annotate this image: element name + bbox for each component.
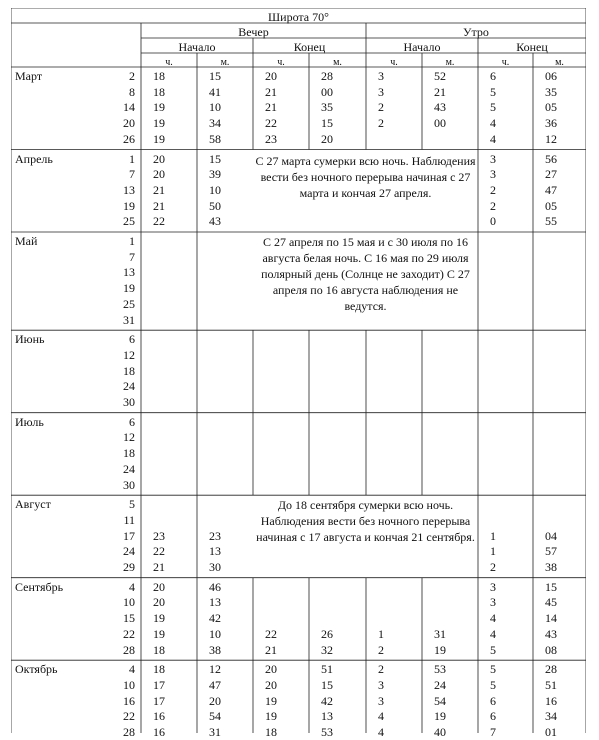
morning-start-hours: ч.: [390, 57, 398, 68]
evening-start-hours: ч.: [165, 57, 173, 68]
table-row-day: 11: [123, 512, 135, 527]
table-cell: 22: [153, 214, 165, 229]
month-name: Март: [15, 69, 43, 83]
table-cell: 1: [378, 626, 384, 641]
table-cell: 3: [490, 595, 496, 610]
month-name: Апрель: [15, 151, 53, 166]
table-cell: 3: [490, 151, 496, 166]
table-cell: 20: [265, 677, 277, 692]
table-cell: 12: [209, 662, 221, 677]
table-cell: 4: [378, 709, 384, 724]
table-row-day: 28: [123, 642, 135, 657]
table-row-day: 25: [123, 296, 135, 311]
table-row-day: 17: [123, 528, 135, 543]
table-cell: 34: [209, 116, 221, 131]
table-cell: 15: [321, 116, 333, 131]
table-cell: 18: [153, 662, 165, 677]
table-cell: 4: [490, 116, 496, 131]
table-row-day: 12: [123, 430, 135, 445]
table-cell: 20: [265, 69, 277, 83]
table-cell: 20: [321, 131, 333, 146]
twilight-table: [11, 8, 586, 739]
table-title: Широта 70°: [268, 10, 329, 24]
month-name: Сентябрь: [15, 579, 64, 594]
table-cell: 17: [153, 693, 165, 708]
table-cell: 20: [209, 693, 221, 708]
table-cell: 40: [434, 725, 446, 739]
table-row-day: 26: [123, 131, 135, 146]
table-cell: 23: [153, 528, 165, 543]
morning-header: Утро: [463, 25, 489, 39]
table-cell: 20: [153, 151, 165, 166]
table-cell: 23: [209, 528, 221, 543]
table-cell: 19: [153, 131, 165, 146]
table-cell: 35: [321, 100, 333, 115]
evening-start-minutes: м.: [220, 57, 230, 68]
table-cell: 01: [545, 725, 557, 739]
table-row-day: 28: [123, 725, 135, 739]
table-row-day: 30: [123, 477, 135, 492]
table-cell: 22: [265, 626, 277, 641]
table-cell: 19: [434, 709, 446, 724]
month-name: Август: [15, 497, 51, 512]
table-cell: 38: [209, 642, 221, 657]
evening-end-minutes: м.: [333, 57, 342, 68]
table-cell: 2: [378, 642, 384, 657]
table-cell: 5: [490, 642, 496, 657]
table-cell: 19: [153, 100, 165, 115]
table-cell: 55: [545, 214, 557, 229]
table-cell: 04: [545, 528, 557, 543]
table-cell: 20: [153, 579, 165, 594]
table-cell: 20: [265, 662, 277, 677]
table-row-day: 6: [129, 414, 135, 429]
table-cell: 45: [545, 595, 557, 610]
table-cell: 16: [545, 693, 557, 708]
table-row-day: 5: [129, 497, 135, 512]
table-cell: 05: [545, 100, 557, 115]
table-row-day: 15: [123, 611, 135, 626]
table-row-day: 4: [129, 579, 135, 594]
table-cell: 18: [153, 69, 165, 83]
table-cell: 28: [545, 662, 557, 677]
table-cell: 10: [209, 100, 221, 115]
table-cell: 42: [321, 693, 333, 708]
month-name: Май: [15, 234, 38, 248]
group-note: С 27 апреля по 15 мая и с 30 июля по 16 августа белая ночь. С 16 мая по 29 июля полярный день (Солнце не заходит) С 27 апреля по 16 августа наблюдения не ведутся.: [261, 235, 470, 313]
table-cell: 2: [378, 100, 384, 115]
table-cell: 5: [490, 662, 496, 677]
table-cell: 5: [490, 84, 496, 99]
table-cell: 58: [209, 131, 221, 146]
table-row-day: 24: [123, 461, 135, 476]
evening-end-header: Конец: [293, 40, 326, 54]
table-cell: 21: [265, 100, 277, 115]
table-cell: 6: [490, 69, 496, 83]
table-row-day: 18: [123, 363, 135, 378]
table-cell: 39: [209, 167, 221, 182]
table-cell: 53: [434, 662, 446, 677]
table-cell: 19: [153, 116, 165, 131]
table-cell: 21: [153, 182, 165, 197]
table-cell: 43: [434, 100, 446, 115]
table-row-day: 25: [123, 214, 135, 229]
table-cell: 47: [545, 182, 557, 197]
table-cell: 06: [545, 69, 557, 83]
table-cell: 28: [321, 69, 333, 83]
table-cell: 20: [153, 595, 165, 610]
table-cell: 53: [321, 725, 333, 739]
morning-end-minutes: м.: [555, 57, 564, 68]
table-cell: 57: [545, 544, 557, 559]
table-row-day: 29: [123, 560, 135, 574]
table-cell: 1: [490, 544, 496, 559]
table-row-day: 30: [123, 395, 135, 409]
table-cell: 4: [490, 611, 496, 626]
table-cell: 56: [545, 151, 557, 166]
table-cell: 54: [209, 709, 221, 724]
table-row-day: 19: [123, 281, 135, 296]
group-note: С 27 марта сумерки всю ночь. Наблюдения вести без ночного перерыва начиная с 27 марта и кончая 27 апреля.: [255, 153, 476, 200]
table-cell: 18: [153, 84, 165, 99]
table-row-day: 14: [123, 100, 135, 115]
table-cell: 21: [265, 84, 277, 99]
table-cell: 2: [378, 116, 384, 131]
table-cell: 24: [434, 677, 446, 692]
table-cell: 43: [545, 626, 557, 641]
table-cell: 5: [490, 100, 496, 115]
table-row-day: 22: [123, 626, 135, 641]
table-row-day: 24: [123, 379, 135, 394]
table-row-day: 12: [123, 347, 135, 362]
table-cell: 23: [265, 131, 277, 146]
table-cell: 27: [545, 167, 557, 182]
table-row-day: 13: [123, 182, 135, 197]
table-cell: 26: [321, 626, 333, 641]
table-cell: 21: [153, 198, 165, 213]
table-cell: 43: [209, 214, 221, 229]
table-cell: 7: [490, 725, 496, 739]
table-row-day: 2: [129, 69, 135, 83]
table-cell: 15: [545, 579, 557, 594]
table-cell: 54: [434, 693, 446, 708]
table-cell: 05: [545, 198, 557, 213]
table-cell: 3: [378, 677, 384, 692]
table-cell: 3: [490, 167, 496, 182]
table-cell: 5: [490, 677, 496, 692]
table-cell: 19: [265, 693, 277, 708]
table-row-day: 8: [129, 84, 135, 99]
evening-start-header: Начало: [178, 40, 216, 54]
table-cell: 15: [209, 69, 221, 83]
table-cell: 3: [490, 579, 496, 594]
table-cell: 3: [378, 84, 384, 99]
table-cell: 3: [378, 69, 384, 83]
table-cell: 22: [265, 116, 277, 131]
table-cell: 46: [209, 579, 221, 594]
month-name: Октябрь: [15, 662, 58, 677]
table-cell: 2: [490, 182, 496, 197]
table-cell: 6: [490, 693, 496, 708]
table-row-day: 7: [129, 167, 135, 182]
table-cell: 35: [545, 84, 557, 99]
table-cell: 21: [265, 642, 277, 657]
table-cell: 31: [209, 725, 221, 739]
month-name: Июль: [15, 414, 44, 429]
table-row-day: 20: [123, 116, 135, 131]
table-row-day: 10: [123, 595, 135, 610]
table-row-day: 13: [123, 265, 135, 280]
table-cell: 15: [209, 151, 221, 166]
table-cell: 22: [153, 544, 165, 559]
table-row-day: 4: [129, 662, 135, 677]
table-cell: 38: [545, 560, 557, 574]
table-cell: 32: [321, 642, 333, 657]
table-cell: 18: [265, 725, 277, 739]
table-cell: 4: [490, 626, 496, 641]
table-cell: 13: [209, 595, 221, 610]
morning-end-hours: ч.: [501, 57, 510, 68]
table-row-day: 1: [129, 234, 135, 248]
month-name: Июнь: [15, 332, 45, 347]
table-cell: 12: [545, 131, 557, 146]
table-cell: 0: [490, 214, 496, 229]
table-cell: 14: [545, 611, 557, 626]
group-note: До 18 сентября сумерки всю ночь. Наблюдения вести без ночного перерыва начиная с 17 августа и кончая 21 сентября.: [256, 498, 475, 545]
table-cell: 2: [490, 560, 496, 574]
table-cell: 08: [545, 642, 557, 657]
table-cell: 19: [434, 642, 446, 657]
table-cell: 52: [434, 69, 446, 83]
morning-start-minutes: м.: [445, 57, 455, 68]
evening-end-hours: ч.: [277, 57, 285, 68]
table-row-day: 10: [123, 677, 135, 692]
table-cell: 51: [545, 677, 557, 692]
table-cell: 13: [321, 709, 333, 724]
table-row-day: 16: [123, 693, 135, 708]
table-cell: 16: [153, 725, 165, 739]
table-cell: 1: [490, 528, 496, 543]
table-cell: 20: [153, 167, 165, 182]
evening-header: Вечер: [238, 25, 269, 39]
table-cell: 2: [378, 662, 384, 677]
table-row-day: 24: [123, 544, 135, 559]
table-cell: 30: [209, 560, 221, 574]
table-cell: 19: [153, 626, 165, 641]
table-cell: 51: [321, 662, 333, 677]
table-cell: 00: [321, 84, 333, 99]
table-cell: 34: [545, 709, 557, 724]
table-row-day: 22: [123, 709, 135, 724]
table-cell: 19: [265, 709, 277, 724]
table-cell: 00: [434, 116, 446, 131]
table-cell: 36: [545, 116, 557, 131]
table-cell: 4: [490, 131, 496, 146]
table-row-day: 18: [123, 446, 135, 461]
table-cell: 42: [209, 611, 221, 626]
table-cell: 3: [378, 693, 384, 708]
table-row-day: 1: [129, 151, 135, 166]
table-cell: 13: [209, 544, 221, 559]
table-cell: 47: [209, 677, 221, 692]
morning-start-header: Начало: [403, 40, 441, 54]
morning-end-header: Конец: [516, 40, 548, 54]
table-cell: 21: [434, 84, 446, 99]
table-cell: 10: [209, 182, 221, 197]
table-row-day: 31: [123, 312, 135, 327]
table-cell: 10: [209, 626, 221, 641]
table-cell: 16: [153, 709, 165, 724]
table-cell: 18: [153, 642, 165, 657]
table-cell: 21: [153, 560, 165, 574]
table-cell: 15: [321, 677, 333, 692]
table-row-day: 7: [129, 249, 135, 264]
table-row-day: 19: [123, 198, 135, 213]
table-cell: 6: [490, 709, 496, 724]
table-cell: 4: [378, 725, 384, 739]
table-cell: 41: [209, 84, 221, 99]
table-cell: 31: [434, 626, 446, 641]
table-cell: 17: [153, 677, 165, 692]
table-cell: 50: [209, 198, 221, 213]
table-row-day: 6: [129, 332, 135, 347]
table-cell: 19: [153, 611, 165, 626]
table-cell: 2: [490, 198, 496, 213]
